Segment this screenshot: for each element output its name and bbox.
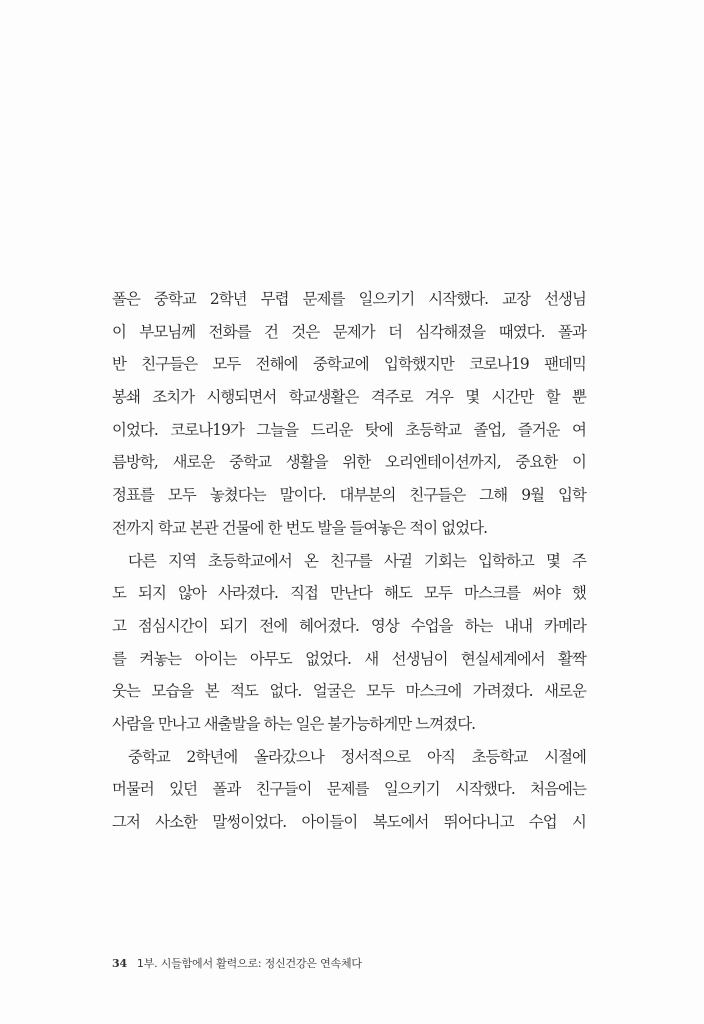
text-line: 고 점심시간이 되기 전에 헤어졌다. 영상 수업을 하는 내내 카메라 (112, 616, 586, 635)
page-number: 34 (112, 957, 127, 970)
text-line: 도 되지 않아 사라졌다. 직접 만난다 해도 모두 마스크를 써야 했 (112, 584, 586, 603)
running-title: 1부. 시들함에서 활력으로: 정신건강은 연속체다 (136, 957, 362, 970)
page-footer (112, 955, 362, 971)
text-line: 정표를 모두 놓쳤다는 말이다. 대부분의 친구들은 그해 9월 입학 (112, 486, 586, 505)
text-line: 중학교 2학년에 올라갔으나 정서적으로 아직 초등학교 시절에 (128, 747, 586, 766)
text-line: 봉쇄 조치가 시행되면서 학교생활은 격주로 겨우 몇 시간만 할 뿐 (112, 388, 586, 407)
text-line: 름방학, 새로운 중학교 생활을 위한 오리엔테이션까지, 중요한 이 (112, 453, 586, 472)
text-line: 반 친구들은 모두 전해에 중학교에 입학했지만 코로나19 팬데믹 (112, 355, 586, 374)
text-line: 웃는 모습을 본 적도 없다. 얼굴은 모두 마스크에 가려졌다. 새로운 (112, 682, 586, 701)
text-line: 이었다. 코로나19가 그늘을 드리운 탓에 초등학교 졸업, 즐거운 여 (112, 420, 586, 439)
text-line: 를 켜놓는 아이는 아무도 없었다. 새 선생님이 현실세계에서 활짝 (112, 649, 586, 668)
text-line: 전까지 학교 본관 건물에 한 번도 발을 들여놓은 적이 없었다. (112, 518, 488, 537)
text-line: 사람을 만나고 새출발을 하는 일은 불가능하게만 느껴졌다. (112, 714, 476, 733)
text-line: 이 부모님께 전화를 건 것은 문제가 더 심각해졌을 때였다. 폴과 (112, 322, 586, 341)
text-line: 다른 지역 초등학교에서 온 친구를 사귈 기회는 입학하고 몇 주 (128, 551, 586, 570)
body-text (112, 283, 586, 839)
text-line: 폴은 중학교 2학년 무렵 문제를 일으키기 시작했다. 교장 선생님 (112, 290, 586, 308)
text-line: 머물러 있던 폴과 친구들이 문제를 일으키기 시작했다. 처음에는 (112, 780, 586, 799)
text-line: 그저 사소한 말썽이었다. 아이들이 복도에서 뛰어다니고 수업 시 (112, 813, 586, 831)
